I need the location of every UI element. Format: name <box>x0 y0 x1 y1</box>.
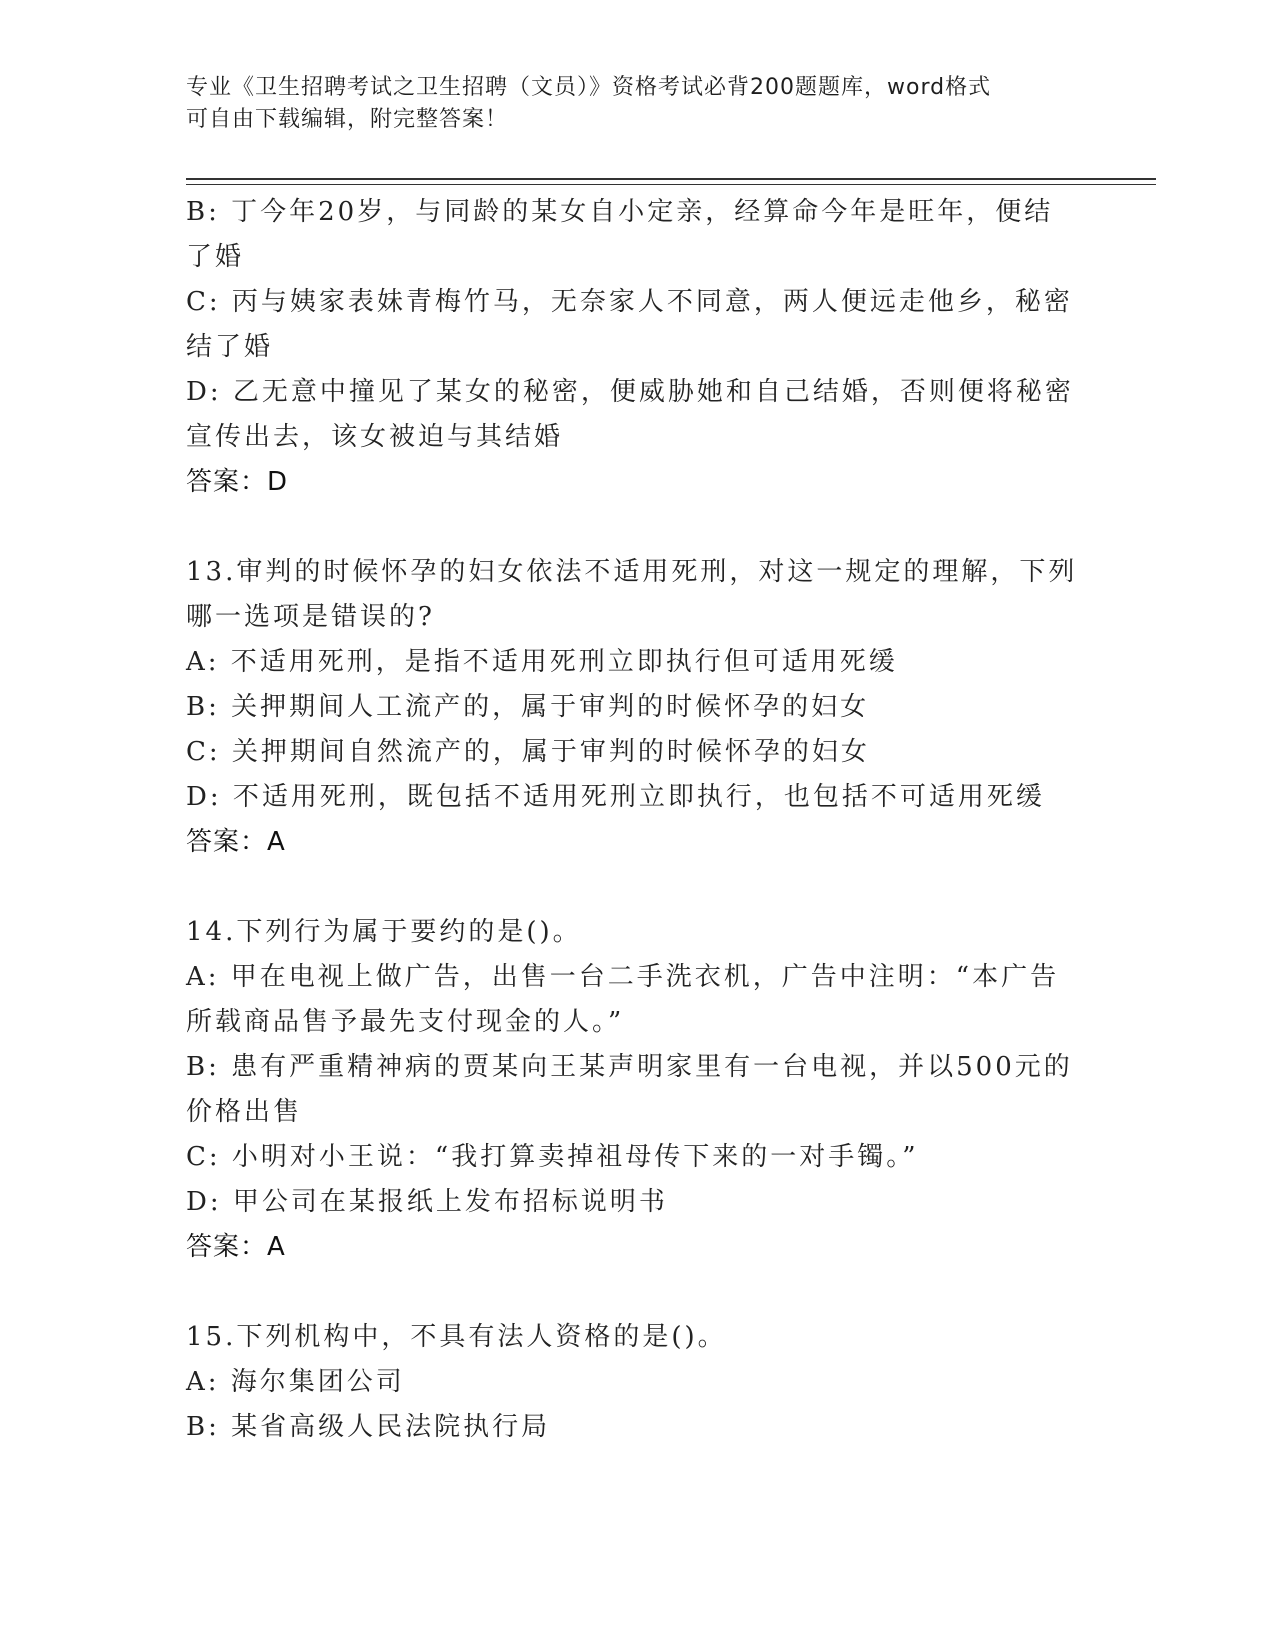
header-divider-thick <box>186 178 1156 180</box>
q12-option-d-line-2: 宣传出去，该女被迫与其结婚 <box>186 422 564 452</box>
q13-option-d: D: 不适用死刑，既包括不适用死刑立即执行，也包括不可适用死缓 <box>186 782 1045 812</box>
q14-option-b-line-2: 价格出售 <box>186 1097 303 1127</box>
question-12-block <box>186 190 1086 505</box>
q15-option-b: B: 某省高级人民法院执行局 <box>186 1412 551 1442</box>
q12-option-b-line-1: B: 丁今年20岁，与同龄的某女自小定亲，经算命今年是旺年，便结 <box>186 197 1054 227</box>
block-spacer <box>186 1270 1086 1315</box>
q15-question: 15.下列机构中，不具有法人资格的是()。 <box>186 1322 727 1352</box>
q13-option-b: B: 关押期间人工流产的，属于审判的时候怀孕的妇女 <box>186 692 870 722</box>
question-list <box>186 190 1086 1450</box>
q14-option-d: D: 甲公司在某报纸上发布招标说明书 <box>186 1187 668 1217</box>
question-13-block <box>186 550 1086 865</box>
header-line-1: 专业《卫生招聘考试之卫生招聘（文员）》资格考试必背200题题库，word格式 <box>186 75 992 100</box>
q13-question-line-1: 13.审判的时候怀孕的妇女依法不适用死刑，对这一规定的理解，下列 <box>186 557 1078 587</box>
q14-option-a-line-2: 所载商品售予最先支付现金的人。” <box>186 1007 625 1037</box>
q12-answer: 答案：D <box>186 467 289 497</box>
q14-answer: 答案：A <box>186 1232 286 1262</box>
document-header <box>186 72 1066 136</box>
block-spacer <box>186 505 1086 550</box>
question-14-block <box>186 910 1086 1270</box>
q14-option-c: C: 小明对小王说：“我打算卖掉祖母传下来的一对手镯。” <box>186 1142 919 1172</box>
q13-answer: 答案：A <box>186 827 286 857</box>
q12-option-d-line-1: D: 乙无意中撞见了某女的秘密，便威胁她和自己结婚，否则便将秘密 <box>186 377 1074 407</box>
header-line-2: 可自由下载编辑，附完整答案！ <box>186 107 509 132</box>
q14-option-b-line-1: B: 患有严重精神病的贾某向王某声明家里有一台电视，并以500元的 <box>186 1052 1073 1082</box>
block-spacer <box>186 865 1086 910</box>
q14-option-a-line-1: A: 甲在电视上做广告，出售一台二手洗衣机，广告中注明：“本广告 <box>186 962 1060 992</box>
q13-option-a: A: 不适用死刑，是指不适用死刑立即执行但可适用死缓 <box>186 647 898 677</box>
q14-question: 14.下列行为属于要约的是()。 <box>186 917 582 947</box>
header-divider-thin <box>186 184 1156 185</box>
question-15-block <box>186 1315 1086 1450</box>
q12-option-b-line-2: 了婚 <box>186 242 245 272</box>
q13-question-line-2: 哪一选项是错误的? <box>186 602 435 632</box>
q12-option-c-line-1: C: 丙与姨家表妹青梅竹马，无奈家人不同意，两人便远走他乡，秘密 <box>186 287 1073 317</box>
q13-option-c: C: 关押期间自然流产的，属于审判的时候怀孕的妇女 <box>186 737 870 767</box>
q12-option-c-line-2: 结了婚 <box>186 332 274 362</box>
q15-option-a: A: 海尔集团公司 <box>186 1367 405 1397</box>
